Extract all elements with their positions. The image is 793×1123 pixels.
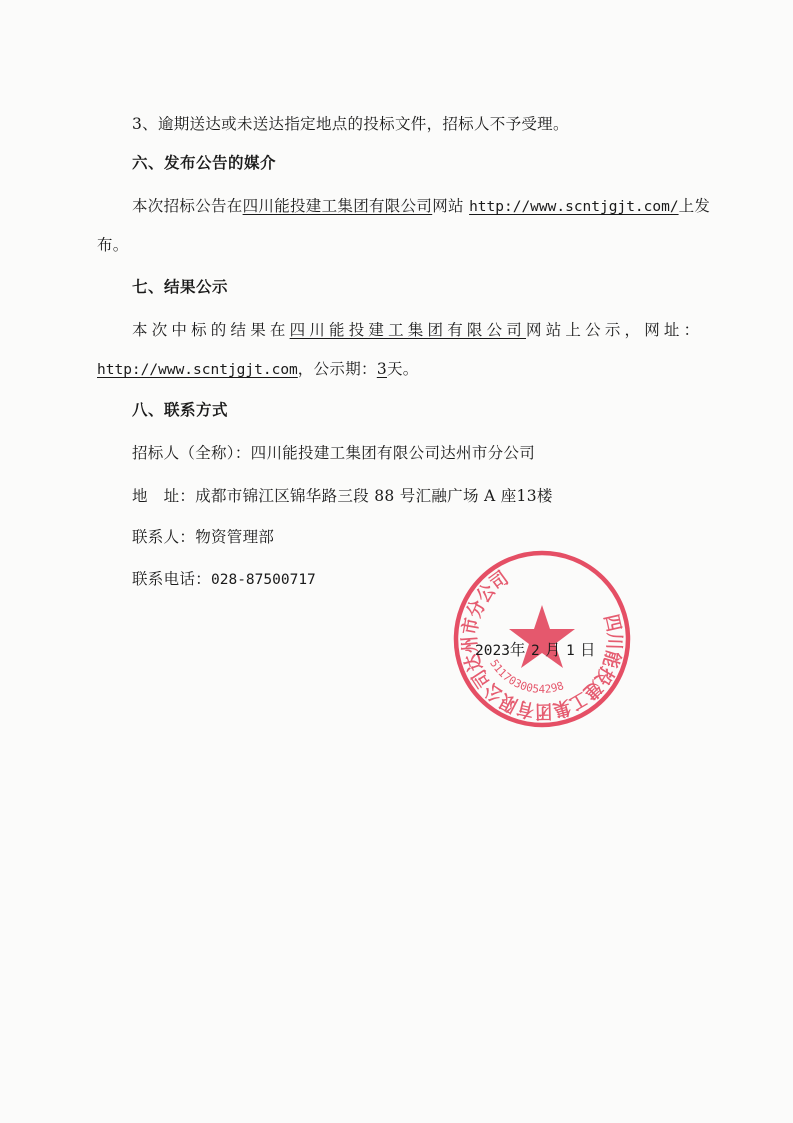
- signature-date: [475, 640, 596, 661]
- section-7-company-link[interactable]: 四川能投建工集团有限公司: [289, 321, 527, 339]
- section-7-url-link[interactable]: http://www.scntjgjt.com: [97, 362, 298, 378]
- section-7-text: [132, 320, 703, 340]
- phone-line: [132, 569, 316, 590]
- section-7-text-d: 天。: [386, 360, 419, 378]
- contact-value: 物资管理部: [195, 528, 275, 546]
- phone-value: 028-87500717: [211, 572, 316, 588]
- section-6-text: [132, 196, 710, 217]
- tenderer-line: [132, 443, 535, 463]
- contact-label: 联系人：: [132, 528, 196, 546]
- section-6-text-a: 本次招标公告在: [132, 197, 243, 215]
- address-line: [132, 486, 553, 506]
- section-7-text-b: 网站上公示，网址：: [526, 321, 704, 339]
- seal-arc-textpath: 四川能投建工集团有限公司达州市分公司: [458, 565, 626, 723]
- seal-number-textpath: 5117030054298: [487, 657, 566, 696]
- date-year: 2023: [475, 643, 510, 659]
- section-6-text-c: 上发: [678, 197, 711, 215]
- section-7-heading: 七、结果公示: [132, 278, 229, 296]
- date-month-unit: 月: [544, 641, 561, 659]
- section-7-text-c: ，公示期：: [297, 360, 377, 378]
- date-day: 1: [565, 643, 575, 659]
- section-7-text-cont: [97, 359, 419, 380]
- section-7-days: 3: [376, 360, 387, 378]
- address-value: 成都市锦江区锦华路三段 88 号汇融广场 A 座13楼: [195, 487, 553, 505]
- section-6-url-link[interactable]: http://www.scntjgjt.com/: [469, 199, 679, 215]
- address-label: 地 址：: [132, 487, 196, 505]
- section-6-company-link[interactable]: 四川能投建工集团有限公司: [242, 197, 433, 215]
- tenderer-label: 招标人（全称）：: [132, 444, 251, 462]
- section-6-text-cont: 布。: [97, 236, 129, 254]
- section-6-heading: 六、发布公告的媒介: [132, 154, 277, 172]
- date-year-unit: 年: [509, 641, 526, 659]
- phone-label: 联系电话：: [132, 570, 212, 588]
- tenderer-value: 四川能投建工集团有限公司达州市分公司: [250, 444, 536, 462]
- clause-3: 3、逾期送达或未送达指定地点的投标文件，招标人不予受理。: [132, 115, 569, 133]
- date-month: 2: [530, 643, 540, 659]
- official-seal: [450, 547, 634, 731]
- section-8-heading: 八、联系方式: [132, 401, 229, 419]
- section-7-text-a: 本次中标的结果在: [132, 321, 290, 339]
- section-6-text-b: 网站: [432, 197, 464, 215]
- contact-line: [132, 527, 274, 547]
- date-day-unit: 日: [579, 641, 596, 659]
